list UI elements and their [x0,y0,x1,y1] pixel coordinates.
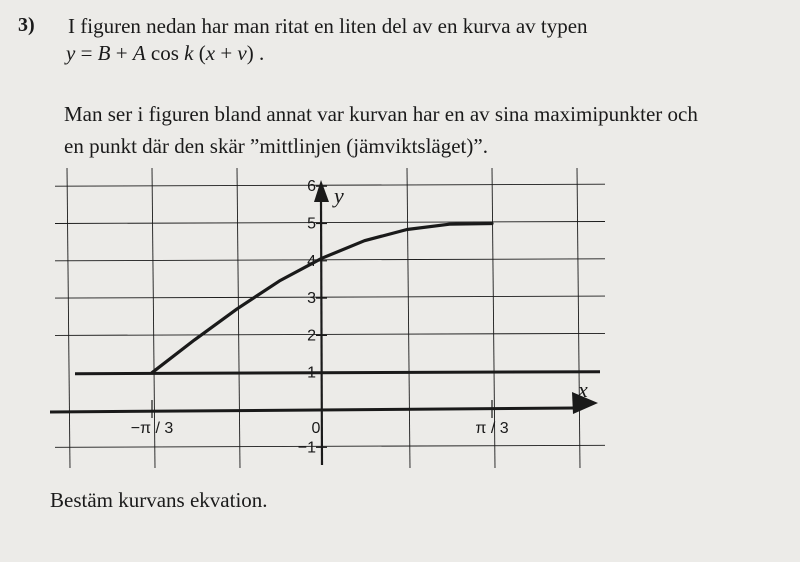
formula-open-paren: ( [193,41,206,65]
x-axis [50,408,575,412]
formula-v: v [237,41,247,65]
y-tick-label: 2 [307,327,316,345]
formula-plus-2: + [215,41,238,65]
formula-close-paren: ) . [246,41,265,65]
problem-description-line-2: en punkt där den skär ”mittlinjen (jämviktsläget)”. [64,134,488,158]
x-tick-label: π / 3 [475,420,509,437]
formula-b: B [97,41,111,65]
y-axis [321,200,322,465]
problem-number: 3) [18,14,35,36]
formula-plus-1: + [110,41,133,65]
grid-line-h [55,333,605,335]
y-tick-label: 5 [307,215,316,233]
y-tick-label: 4 [307,252,316,270]
grid-line-v [577,168,580,468]
y-tick-label: 3 [307,290,316,308]
formula-k: k [184,41,194,65]
question-text: Bestäm kurvans ekvation. [50,488,268,512]
formula-lhs: y [66,41,76,65]
problem-intro-line: I figuren nedan har man ritat en liten del av en kurva av typen [68,14,588,38]
formula-x: x [205,41,216,65]
grid-line-h [55,259,605,261]
formula-equals: = [75,41,98,65]
y-tick-label: 1 [307,364,316,382]
grid-line-v [237,168,240,468]
grid-line-v [407,168,410,468]
grid-line-v [67,168,70,468]
y-tick-label: −1 [297,439,316,457]
grid-line-h [55,222,605,224]
y-tick-label: 6 [307,178,316,196]
y-axis-arrow [314,180,329,202]
x-tick-label: 0 [311,420,321,437]
problem-description-line-1: Man ser i figuren bland annat var kurvan har en av sina maximipunkter och [64,102,698,126]
x-tick-label: −π / 3 [130,420,174,437]
y-axis-label: y [334,183,344,208]
grid-line-h [55,296,605,298]
formula-a: A [132,41,146,65]
grid-line-h [55,184,605,186]
formula-cos: cos [145,41,185,65]
x-axis-label: x [578,377,588,402]
grid-line-h [55,445,605,447]
